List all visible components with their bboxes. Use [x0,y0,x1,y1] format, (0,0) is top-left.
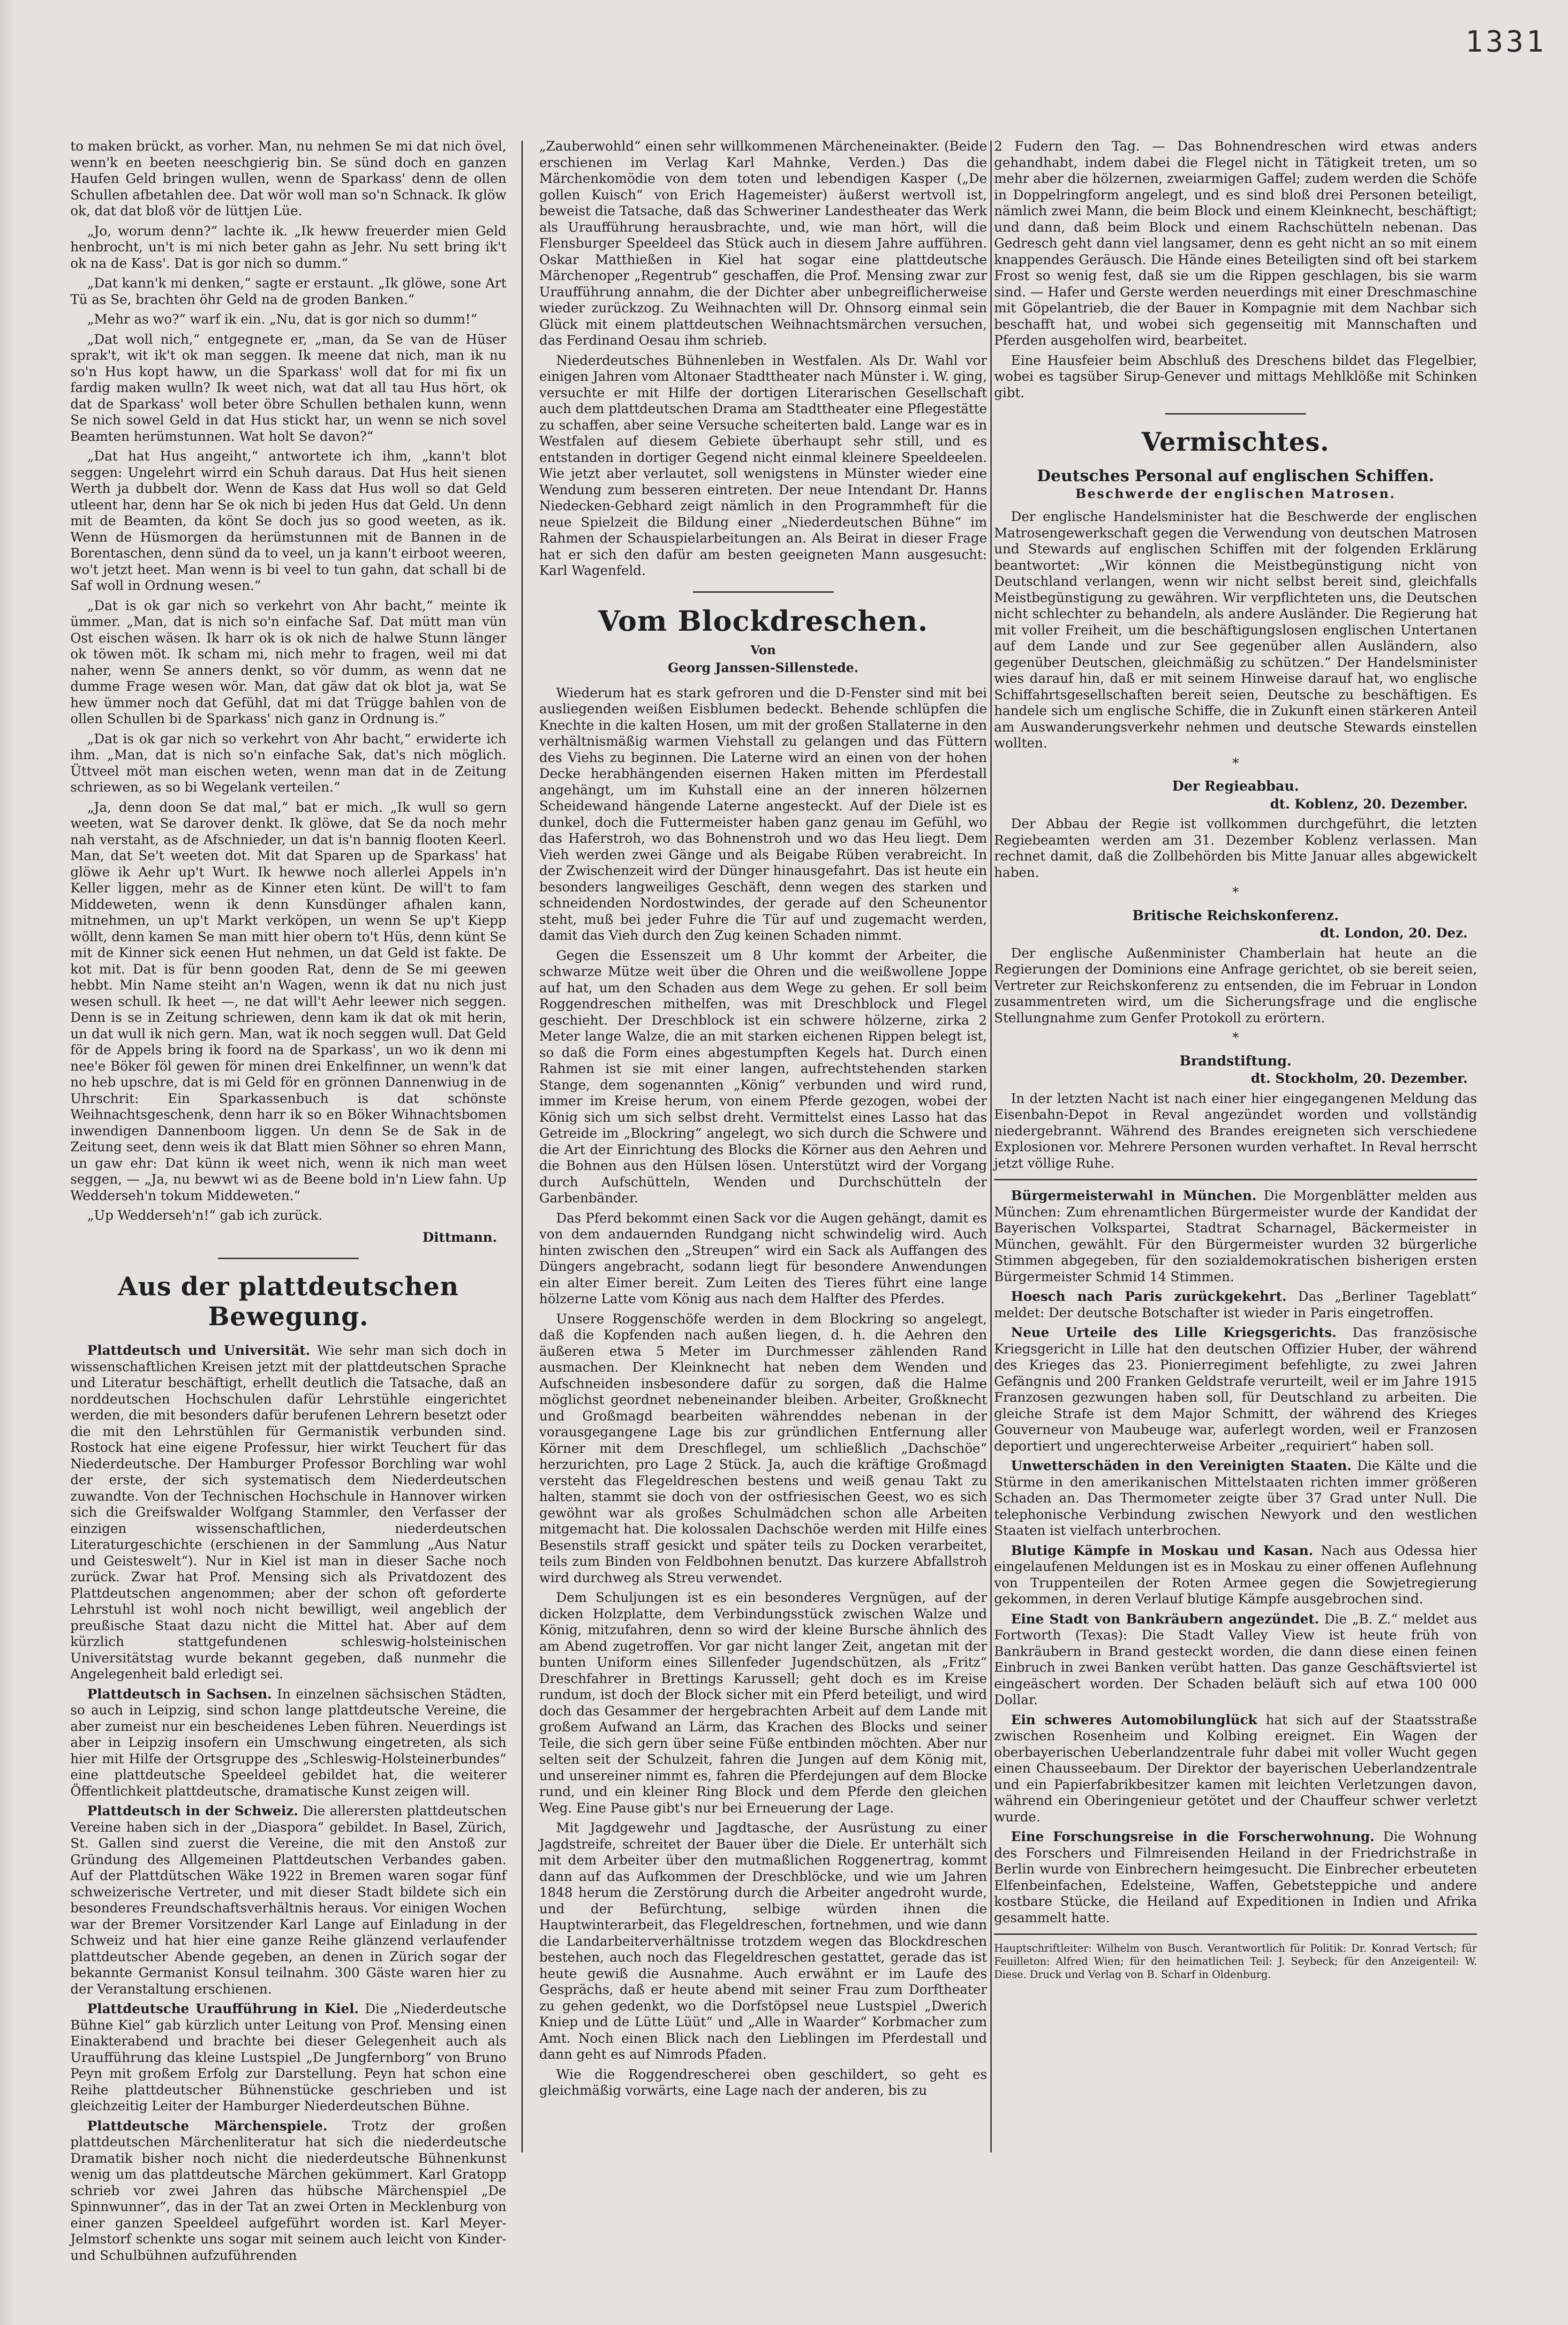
separator-star: * [1232,1030,1239,1045]
page-edge-shadow [0,0,14,2325]
news-item [994,1188,1477,1285]
column-3 [994,138,1477,2216]
paragraph: „Mehr as wo?“ warf ik ein. „Nu, dat is gor nich so dumm!“ [87,311,477,327]
paragraph: Unsere Roggenschöfe werden in dem Blockring so angelegt, daß die Kopfenden nach außen liegen, d. h. die Aehren den äußeren etwa 5 Meter im Durchmesser zählenden Rand ausmachen. Der Kleinknecht hat neben dem Wenden und Aufschneiden insbesondere dafür zu sorgen, daß die Halme möglichst geordnet nebeneinander bleiben. Arbeiter, Großknecht und Großmagd bearbeiten währenddes nebenan in der vorausgegangene Lage bis zur gründlichen Entfernung aller Körner mit dem Dreschflegel, um schließlich „Dachschöe“ herzurichten, pro Lage 2 Stück. Ja, auch die kräftige Großmagd versteht das Flegeldreschen bestens und weiß genau Takt zu halten, stammt sie doch von der ostfriesischen Geest, wo es sich gewöhnt war als großes Schulmädchen schon alle Arbeiten mitgemacht hat. Die kolossalen Dachschöe werden mit Hilfe eines Besenstils straff gesickt und später teils zu Docken verarbeitet, teils zum Binden von Feldbohnen benutzt. Das kurzere Abfallstroh wird durchweg als Streu verwendet. [539,1311,987,1585]
column-2 [539,138,987,2155]
paragraph: „Dat is ok gar nich so verkehrt von Ahr bacht,“ meinte ik ümmer. „Man, dat is nich so'n einfache Saf. Dat mütt man vün Ost eischen wäsen. Ik harr ok is ok nich de halwe Stunn länger ok töwen möt. Ik scham mi, nich mehr to fragen, weil mi dat naher, wenn Se anners denkt, so vör dumm, as wenn dat ne dumme Frage wesen wör. Man, dat gäw dat ok blot ja, wat Se hew ümmer noch dat Gefühl, dat mi dat Trügge bahlen von de ollen Schullen bi de Sparkass' nich ganz in Ordnung is.“ [70,597,506,726]
plattdeutsch-news-continued [539,138,987,579]
news-item [70,1803,506,1997]
paragraph: „Ja, denn doon Se dat mal,“ bat er mich. „Ik wull so gern weeten, wat Se darover denkt. Ik glöwe, dat Se da noch mehr nah verstaht, as de Afschnieder, un dat is'n bannig flooten Keerl. Man, dat Se't weeten dot. Mit dat Sparen up de Sparkass' hat glöwe ik Aehr up't Wurt. Ik hewwe noch allerlei Appels in'n Keller liggen, mehr as de Kinner eten künt. De will't to fam Middeweten, wenn ik denn Kunsdünger afhalen kann, mitnehmen, un up't Markt verköpen, un wenn Se up't Kiepp wöllt, denn kamen Se man mitt hier obern to't Hüs, denn künt Se mit de Kinner sick eenen Hut nehmen, un dat Geld ist fakte. De kot mit. Dat is für benn gooden Rat, denn de Se mi geewen hebbt. Min Name steiht an'n Wagen, wenn ik dat nu nich just wesen schull. Ik heet —, ne dat will't Aehr leewer nich seggen. Denn is se in Zeitung schriewen, denn kam ik dat ok mit herin, un dat wull ik nich gern. Man, wat ik noch seggen wull. Dat Geld för de Appels bring ik foord na de Sparkass', un wo ik denn mi nee'e Böker föl gewen för minen drei Enkelfinner, un wenn'k dat no heb upschre, dat is mi Geld för en grönnen Dannenwiug in de Uhrschrit: Ein Sparkassenbuch is dat schönste Weihnachtsgeschenk, denn harr ik so en Böker Wihnachtsbomen inwendigen Dannenboom liggen. Un denn Se de Sak in de Zeitung seet, denn weis ik dat Blatt mien Söhner so ehren Mann, un gaw ehr: Dat künn ik weet nich, wenn ik nich man weet seggen, — „Ja, nu bewwt wi as de Beene bold in'n Liew fahn. Up Wedderseh'n tokum Middeweten.“ [70,799,506,1203]
news-item [994,1458,1477,1539]
news-item-text: Die „B. Z.“ meldet aus Fortworth (Texas): Die Stadt Valley View ist heute früh von Bankräubern in Brand gesteckt worden, die dann diese einen feinen Einbruch in zwei Banken verübt hatten. Das ganze Geschäftsviertel ist eingeäschert worden. Der Schaden beläuft sich auf etwa 100 000 Dollar. [994,1611,1477,1707]
news-item-lead: Ein schweres Automobilunglück [1011,1712,1258,1728]
paragraph: Das Pferd bekommt einen Sack vor die Augen gehängt, damit es von dem andauernden Rundgang nicht schwindelig wird. Auch hinten zwischen den „Streupen“ wird ein Sack als Auffangen des Düngers angebracht, sodann liegt für besondere Anwendungen ein alter Eimer bereit. Zum Leiten des Tieres führt eine lange hölzerne Latte vom König aus nach dem Halfter des Pferdes. [539,1210,987,1306]
news-item-text: Das französische Kriegsgericht in Lille hat den deutschen Offizier Huber, der während des Krieges das 23. Pionierregiment befehligte, zu zwei Jahren Gefängnis und 200 Franken Geldstrafe verurteilt, weil er im Jahre 1915 Franzosen gezwungen haben soll, für Deutschland zu arbeiten. Die gleiche Strafe ist dem Major Schmitt, der während des Krieges Gouverneur von Maubeuge war, auferlegt worden, weil er Franzosen deportiert und ungerechterweise Arbeiter „requiriert“ haben soll. [994,1325,1477,1454]
news-item-lead: Neue Urteile des Lille Kriegsgerichts. [1011,1325,1337,1340]
paragraph: Mit Jagdgewehr und Jagdtasche, der Ausrüstung zu einer Jagdstreife, schreitet der Bauer über die Diele. Er unterhält sich mit dem Arbeiter über den mutmaßlichen Roggenertrag, kommt dann auf das Aufkommen der Dreschblöcke, und wie um Jahren 1848 herum die Zerstörung durch die Arbeiter angedroht wurde, und der Befürchtung, selbige würden ihnen die Hauptwinterarbeit, das Flegeldreschen, fortnehmen, und wie dann die Landarbeiterverhältnisse trotzdem wegen das Blockdreschen bestehen, auch noch das Flegeldreschen gestattet, gerade das ist heute gewiß die Ausnahme. Auch erwähnt er im Laufe des Gesprächs, daß er heute abend mit seiner Frau zum Dorftheater zu gehen gedenkt, wo die Dorfstöpsel neue Lustspiel „Dwerich Kniep und de Lütte Lüüt“ und „Alle in Waarder“ Korbmacher zum Amt. Noch einen Blick nach den Lieblingen im Pferdestall und dann geht es auf Nimrods Pfaden. [539,1820,987,2062]
news-item-lead: Hoesch nach Paris zurückgekehrt. [1011,1289,1287,1304]
section-divider [218,1258,359,1259]
news-item-lead: Unwetterschäden in den Vereinigten Staaten. [1011,1458,1352,1473]
paragraph: Niederdeutsches Bühnenleben in Westfalen. Als Dr. Wahl vor einigen Jahren vom Altonaer Stadttheater nach Münster i. W. ging, versuchte er mit Hilfe der dortigen Literarischen Gesellschaft auch dem plattdeutschen Drama am Stadttheater eine Pflegestätte zu schaffen, aber seine Versuche scheiterten bald. Lange war es in Westfalen auf diesem Gebiete überhaupt sehr still, und es entstanden in dortiger Gegend nicht einmal kleinere Speeldeelen. Wie jetzt aber verlautet, soll wenigstens in Münster wieder eine Wendung zum besseren eintreten. Der neue Intendant Dr. Hanns Niedecken-Gebhard zeigt nämlich in den Programmheft für die neue Spielzeit die Bildung einer „Niederdeutschen Bühne“ im Rahmen der Schauspielarbeitungen an. Als Beirat in dieser Frage hat er sich den dafür am besten geeigneten Mann ausgesucht: Karl Wagenfeld. [539,352,987,578]
news-item [994,1611,1477,1708]
imprint: Hauptschriftleiter: Wilhelm von Busch. Verantwortlich für Politik: Dr. Konrad Vertsch; für Feuilleton: Alfred Wien; für den heimatlichen Teil: J. Seybeck; für den Anzeigenteil: W. Diese. Druck und Verlag von B. Scharf in Oldenburg. [994,1943,1477,1981]
news-subtitle-personal: Beschwerde der englischen Matrosen. [1075,486,1396,501]
news-item-text: In einzelnen sächsischen Städten, so auch in Leipzig, sind schon lange plattdeutsche Vereine, die aber zumeist nur ein bescheidenes Leben führen. Neuerdings ist aber in Leipzig insofern ein Umschwung eingetreten, als sich hier mit Hilfe der Ortsgruppe des „Schleswig-Holsteinerbundes“ eine plattdeutsche Speeldeel gebildet hat, die weiterer Öffentlichkeit plattdeutsche, dramatische Kunst zeigen will. [70,1686,507,1799]
story-signature: Dittmann. [422,1229,497,1245]
paragraph: „Dat woll nich,“ entgegnete er, „man, da Se van de Hüser sprak't, wit ik't ok man seggen. Ik meene dat nich, man ik nu so'n Hus kopt haww, un die Sparkass' woll dat for mi fix un fardig maken wulln? Ik weet nich, wat dat all tau Hus hört, ok dat de Sparkass' woll beter öbre Schullen bethalen kunn, wenn Se nich sowel Geld in dat Hus stickt har, un wenn se nich sovel Beamten herümstunnen. Wat holt Se davon?“ [70,331,506,444]
news-item [994,1829,1477,1926]
section-divider-vermischtes [1165,413,1306,415]
news-title-regieabbau: Der Regieabbau. [1172,778,1299,794]
short-news-list [994,1188,1477,1926]
news-item-text: hat sich auf der Staatsstraße zwischen Rosenheim und Kolbing ereignet. Ein Wagen der oberbayerischen Ueberlandzentrale fuhr dabei mit voller Wucht gegen einen Chausseebaum. Der Direktor der bayerischen Ueberlandzentrale und ein Papierfabrikbesitzer kamen mit leichten Verletzungen davon, während ein Oberingenieur getötet und der Chauffeur schwer verletzt wurde. [994,1712,1477,1825]
news-item [70,2001,506,2114]
news-item-text: Die allerersten plattdeutschen Vereine haben sich in der „Diaspora“ gebildet. In Basel, Zürich, St. Gallen sind zuerst die Vereine, die mit den Anstoß zur Gründung des Allgemeinen Plattdeutschen Verbandes gaben. Auf der Plattdütschen Wäke 1922 in Bremen waren sogar fünf schweizerische Vertreter, und mit dieser Stadt bildete sich ein besonderes Freundschaftsverhältnis heraus. Vor einigen Wochen war der Bremer Vorsitzender Karl Lange auf Einladung in der Schweiz und hat hier eine ganze Reihe glänzend verlaufender plattdeutscher Abende gegeben, an denen in Zürich sogar der bekannte Germanist Konsul teilnahm. 300 Gäste waren hier zu der Veranstaltung erschienen. [70,1803,506,1997]
paragraph: „Jo, worum denn?“ lachte ik. „Ik heww freuerder mien Geld henbrocht, un't is mi nich beter gahn as Jehr. Nu sett bring ik't ok na de Kass'. Dat is gor nich so dumm.“ [70,223,506,271]
news-item [994,1289,1477,1321]
news-dateline-regieabbau: dt. Koblenz, 20. Dezember. [1270,796,1468,812]
news-item-lead: Plattdeutsch und Universität. [87,1343,310,1358]
news-dateline-reichskonferenz: dt. London, 20. Dez. [1319,925,1468,941]
column-rule-left [521,141,523,2152]
paragraph: Wiederum hat es stark gefroren und die D-Fenster sind mit bei ausliegenden weißen Eisblumen bedeckt. Behende schlüpfen die Knechte in die kalten Hosen, um mit der großen Stallaterne in den verhältnismäßig warmen Viehstall zu gelangen und das Füttern des Viehs zu beginnen. Die Laterne wird an einen von der hohen Decke herabhängenden eisernen Haken mitten im Pferdestall angehängt, um im Kuhstall eine an der inneren hölzernen Scheidewand hängende Laterne angesteckt. Auf der Diele ist es dunkel, doch die Futtermeister haben ganz genau im Gefühl, wo das Haferstroh, wo das Bohnenstroh und wo das Heu liegt. Dem Vieh werden zwei Gänge und als Beigabe Rüben verabreicht. In der Zwischenzeit wird der Dünger hinausgefahrt. Das ist heute ein besonders langweiliges Geschäft, denn wegen des starken und schneidenden Nordostwindes, der gerade auf den Scheunentor steht, muß bei jeder Fuhre die Tür auf und zugemacht werden, damit das Vieh durch den Zug keinen Schaden nimmt. [539,685,987,943]
byline-author: Georg Janssen-Sillenstede. [668,661,859,675]
separator-star: * [1232,755,1239,771]
paragraph: „Dat kann'k mi denken,“ sagte er erstaunt. „Ik glöwe, sone Art Tü as Se, brachten öhr Geld na de groden Banken.“ [70,275,506,307]
column-rule-right [990,141,992,2152]
page-number: 1331 [1465,24,1547,59]
news-text-personal: Der englische Handelsminister hat die Beschwerde der englischen Matrosengewerkschaft gegen die Verwendung von deutschen Matrosen und Stewards auf englischen Schiffen mit der folgenden Erklärung beantwortet: „Wir können die Meistbegünstigung nicht von Deutschland verlangen, wenn wir nicht selbst bereit sind, gleichfalls Meistbegünstigung zu gewähren. Wir verpflichteten uns, die Deutschen nicht schlechter zu behandeln, als andere Ausländer. Die Regierung hat mit voller Freiheit, um die beschäftigungslosen englischen Untertanen auf dem Lande und zur See gegenüber allen Ausländern, also gegenüber Deutschen, gleichmäßig zu schützen.“ Der Handelsminister wies darauf hin, daß er mit seinem Hinweise darauf hat, wo englische Schiffahrtsgesellschaften bereit seien, Deutsche zu beschäftigen. Es handele sich um englische Schiffe, die in Zukunft einen stärkeren Anteil am Auswanderungsverkehr nehmen und deutsche Stewards einstellen wollten. [994,509,1477,751]
blockdreschen-article [539,685,987,2099]
news-item-text: Wie sehr man sich doch in wissenschaftlichen Kreisen jetzt mit der plattdeutschen Sprache und Literatur beschäftigt, erhellt deutlich die Tatsache, daß an norddeutschen Hochschulen dafür Lehrstühle eingerichtet werden, die mit besonders dafür berufenen Lehrern besetzt oder die mit den Lehrstühlen für Germanistik verbunden sind. Rostock hat eine eigene Professur, hier wirkt Teuchert für das Niederdeutsche. Der Hamburger Professor Borchling war wohl der erste, der sich systematisch dem Niederdeutschen zuwandte. Von der Technischen Hochschule in Hannover wirken sich die Greifswalder Wolfgang Stammler, den Verfasser der einzigen wissenschaftlichen, niederdeutschen Literaturgeschichte (erschienen in der Sammlung „Aus Natur und Geisteswelt“). Nur in Kiel ist man in dieser Sache noch zurück. Zwar hat Prof. Mensing sich als Privatdozent des Plattdeutschen angenommen; aber der schon oft geforderte Lehrstuhl ist wohl noch nicht bewilligt, weil angeblich der preußische Staat dazu nicht die Mittel hat. Aber auf dem kürzlich stattgefundenen schleswig-holsteinischen Universitätstag wurde bekannt gegeben, daß nunmehr die Angelegenheit bald erledigt sei. [70,1343,506,1682]
article-divider [693,591,834,593]
news-dateline-brandstiftung: dt. Stockholm, 20. Dezember. [1251,1071,1468,1086]
news-item-lead: Plattdeutsch in der Schweiz. [87,1803,298,1819]
paragraph: „Up Wedderseh'n!“ gab ich zurück. [87,1208,323,1223]
paragraph: „Zauberwohld“ einen sehr willkommenen Märcheneinakter. (Beide erschienen im Verlag Karl Mahnke, Verden.) Das die Märchenkomödie von dem toten und lebendigen Kasper („De gollen Kuisch“ von Erich Hagemeister) äußerst wertvoll ist, beweist die Tatsache, daß das Schweriner Landestheater das Werk als Uraufführung herausbrachte, und, wie man hört, will die Flensburger Speeldeel das Stück auch in diesem Jahre aufführen. Oskar Matthießen in Kiel hat sogar eine plattdeutsche Märchenoper „Regentrub“ geschaffen, die Prof. Mensing zwar zur Uraufführung annahm, die der Dichter aber unbegreiflicherweise wieder zurückzog. Zu Weihnachten will Dr. Ohnsorg einmal sein Glück mit einem plattdeutschen Weihnachtsmärchen versuchen, das Ferdinand Oesau ihm schrieb. [539,138,987,348]
news-item-lead: Eine Forschungsreise in die Forscherwohnung. [1011,1829,1375,1844]
news-item-lead: Blutige Kämpfe in Moskau und Kasan. [1011,1542,1313,1558]
news-item-text: Die Wohnung des Forschers und Filmreisenden Heiland in der Friedrichstraße in Berlin wurde von Einbrechern heimgesucht. Die Einbrecher erbeuteten Elfenbeinfachen, Edelsteine, Waffen, Gebetsteppiche und andere kostbare Stücke, die Heiland auf Expeditionen in Indien und Afrika gesammelt hatte. [994,1829,1477,1925]
column-1 [70,138,507,2263]
news-title-brandstiftung: Brandstiftung. [1179,1052,1292,1069]
news-item-lead: Plattdeutsch in Sachsen. [87,1686,272,1702]
imprint-divider [994,1933,1477,1935]
news-item-text: Nach aus Odessa hier eingelaufenen Meldungen ist es in Moskau zu einer offenen Auflehnung von Truppenteilen der Roten Armee gegen die Sowjetregierung gekommen, in deren Verlauf blutige Kämpfe ausgebrochen sind. [994,1542,1477,1607]
news-text-regieabbau: Der Abbau der Regie ist vollkommen durchgeführt, die letzten Regiebeamten werden am 31. Dezember Koblenz verlassen. Man rechnet damit, daß die Zollbehörden bis Mitte Januar alles abgewickelt haben. [994,816,1477,880]
news-item-text: Das „Berliner Tageblatt“ meldet: Der deutsche Botschafter ist wieder in Paris eingetroffen. [994,1289,1477,1321]
plattdeutsch-news [70,1343,506,2264]
section-title-plattdeutsch: Aus der plattdeutschen Bewegung. [118,1271,459,1331]
news-item [994,1543,1477,1608]
news-text-reichskonferenz: Der englische Außenminister Chamberlain hat heute an die Regierungen der Dominions eine Anfrage gerichtet, ob sie bereit seien, Vertreter zur Reichskonferenz zu entsenden, die im Februar in London zusammentreten wird, um die Sicherungsfrage und die englische Stellungnahme zum Genfer Protokoll zu erörtern. [994,945,1477,1026]
news-title-reichskonferenz: Britische Reichskonferenz. [1132,907,1339,923]
blockdreschen-continued [994,138,1477,401]
paragraph: „Dat is ok gar nich so verkehrt von Ahr bacht,“ erwiderte ich ihm. „Man, dat is nich so'n einfache Sak, dat's nich möglich. Üttveel möt man eischen weten, wenn man dat in de Zeitung schriewen, as so bi Wegelank verteilen.“ [70,731,506,795]
story-continuation [70,138,506,1224]
paragraph: Eine Hausfeier beim Abschluß des Dreschens bildet das Flegelbier, wobei es tagsüber Sirup-Genever und mittags Mehlklöße mit Schinken gibt. [994,352,1477,400]
paragraph: 2 Fudern den Tag. — Das Bohnendreschen wird etwas anders gehandhabt, indem dabei die Flegel nicht in Tätigkeit treten, um so mehr aber die hölzernen, zweiarmigen Gaffel; zudem werden die Schöfe in Doppelringform angelegt, und es sind bloß drei Personen beteiligt, nämlich zwei Mann, die beim Block und einem Kleinknecht, beschäftigt; und dann, daß beim Block und einem Rachschütteln nebenan. Das Gedresch geht dann viel langsamer, denn es geht nicht an so mit einem knappendes Geräusch. Die Hände eines Beteiligten sind oft bei starkem Frost so wenig fest, daß sie um die Rippen geschlagen, bis sie warm sind. — Hafer und Gerste werden neuerdings mit einer Dreschmaschine mit Göpelantrieb, die der Bauer in Kompagnie mit dem Nachbar sich beschafft hat, und wobei sich gegenseitig mit Mannschaften und Pferden ausgeholfen wird, bearbeitet. [994,138,1477,348]
news-item-text: Die Morgenblätter melden aus München: Zum ehrenamtlichen Bürgermeister wurde der Kandidat der Bayerischen Volkspartei, Stadtrat Scharnagel, Bäckermeister in München, gewählt. Für den Bürgermeister wurden 32 bürgerliche Stimmen abgegeben, für den sozialdemokratischen bisherigen ersten Bürgermeister Schmid 14 Stimmen. [994,1188,1478,1284]
news-item-text: Trotz der großen plattdeutschen Märchenliteratur hat sich die niederdeutsche Dramatik bisher noch nicht die niederdeutsche Bühnenkunst wenig um das plattdeutsche Märchen gekümmert. Karl Gratopp schrieb vor zwei Jahren das hübsche Märchenspiel „De Spinnwunner“, das in der Tat an zwei Orten in Mecklenburg von einer ganzen Speeldeel aufgeführt worden ist. Karl Meyer-Jelmstorf schenkte uns sogar mit seinem auch leicht von Kinder- und Schulbühnen aufzuführenden [70,2118,506,2263]
news-item [70,1686,506,1800]
news-item-lead: Bürgermeisterwahl in München. [1011,1188,1257,1203]
paragraph: to maken brückt, as vorher. Man, nu nehmen Se mi dat nich övel, wenn'k en beeten neeschgierig bin. Se sünd doch en ganzen Haufen Geld bringen wullen, wenn de Sparkass' denn de ollen Schullen afbetahlen dee. Dat wör woll man so'n Schnack. Ik glöw ok, dat dat bloß vör de lüttjen Lüe. [70,138,506,219]
separator-star: * [1232,884,1239,900]
paragraph: Dem Schuljungen ist es ein besonderes Vergnügen, auf der dicken Holzplatte, dem Verbindungsstück zwischen Walze und König, mitzufahren, denn so wird der kleine Bursche ähnlich des am Abend zugetroffen. Vor gar nicht langer Zeit, angetan mit der bunten Uniform eines Sillenfeder Jugendschützen, als „Fritz“ Dreschfahrer in Brettings Karussell; geht doch es im Kreise rundum, ist doch der Block sicher mit ein Pferd beteiligt, und wird doch das Gesammer der hergebrachten Arbeit auf dem Lande mit großem Aufwand an Lärm, das Krachen des Blocks und seiner Teile, die sich gern über seine Füße entbinden möchten. Aber nur selten seit der Schulzeit, fahren die Jungen auf dem König mit, und unsereiner nimmt es, fahren die Pferdejungen auf dem Blocke rund, und ein kleiner Ring Block und dem Pferde den gleichen Weg. Eine Pause gibt's nur bei Erneuerung der Lage. [539,1590,987,1816]
section-title-vermischtes: Vermischtes. [1141,427,1330,457]
paragraph: Wie die Roggendrescherei oben geschildert, so geht es gleichmäßig vorwärts, eine Lage nach der anderen, bis zu [539,2066,987,2098]
news-item [70,1343,506,1683]
news-item [994,1325,1477,1454]
news-item-lead: Plattdeutsche Uraufführung in Kiel. [87,2001,359,2016]
short-news-divider [994,1179,1477,1180]
paragraph: Gegen die Essenszeit um 8 Uhr kommt der Arbeiter, die schwarze Mütze weit über die Ohren und die weißwollene Joppe auf hat, um den Schaden aus dem Wege zu gehen. Er soll beim Roggendreschen mithelfen, was mit Dreschblock und Flegel geschieht. Der Dreschblock ist ein schwere hölzerne, zirka 2 Meter lange Walze, die an mit starken eichenen Rippen belegt ist, so daß die Form eines abgestumpften Kegels hat. Durch einen Rahmen ist sie mit einer langen, aufrechtstehenden starken Stange, dem sogenannten „König“ verbunden und wird rund, immer im Kreise herum, von einem Pferde gezogen, wobei der König sich um sich selbst dreht. Vermittelst eines Lasso hat das Getreide im „Blockring“ angelegt, wo sich durch die Schwere und die Art der Einrichtung des Blocks die Körner aus den Aehren und die Bohnen aus den Hülsen lösen. Unterstützt wird der Vorgang durch Aufschütteln, Wenden und Durchschütteln der Garbenbänder. [539,947,987,1206]
paragraph: „Dat hat Hus angeiht,“ antwortete ich ihm, „kann't blot seggen: Ungelehrt wirrd ein Schuh daraus. Dat Hus heit sienen Werth ja dubbelt dor. Wenn de Kass dat Hus woll so dat Geld utleent har, denn har Se ok nich bi jeden Hus dat Geld. Un denn mit de Beamten, da könt Se doch jus so good weeten, as ik. Wenn de Hüsmorgen da herümstunnen mit de Bannen in de Borentaschen, denn sünd da to veel, un ja kann't eirboot weeren, wo't jetzt heet. Man wenn is bi veel to tun gahn, dat schall bi de Saf woll in Ordnung wesen.“ [70,448,506,593]
byline-von: Von [750,643,776,657]
news-item [70,2118,506,2264]
article-title-blockdreschen: Vom Blockdreschen. [598,604,928,638]
news-item-text: Die Kälte und die Stürme in den amerikanischen Mittelstaaten richten immer größeren Schaden an. Das Thermometer zeigte über 37 Grad unter Null. Die telephonische Verbindung zwischen Newyork und den westlichen Staaten ist vielfach unterbrochen. [994,1458,1477,1538]
news-title-personal: Deutsches Personal auf englischen Schiffen. [1037,467,1434,485]
news-text-brandstiftung: In der letzten Nacht ist nach einer hier eingegangenen Meldung das Eisenbahn-Depot in Reval angezündet worden und vollständig niedergebrannt. Während des Brandes ereigneten sich verschiedene Explosionen vor. Mehrere Personen wurden verhaftet. In Reval herrscht jetzt völlige Ruhe. [994,1090,1477,1171]
news-item-lead: Plattdeutsche Märchenspiele. [87,2118,328,2134]
news-item-text: Die „Niederdeutsche Bühne Kiel“ gab kürzlich unter Leitung von Prof. Mensing einen Einakterabend und brachte bei dieser Gelegenheit auch als Uraufführung das kleine Lustspiel „De Jungfernborg“ von Bruno Peyn mit großem Erfolg zur Darstellung. Peyn hat schon eine Reihe plattdeutscher Bühnenstücke geschrieben und ist gleichzeitig Leiter der Hamburger Niederdeutschen Bühne. [70,2001,506,2114]
news-item-lead: Eine Stadt von Bankräubern angezündet. [1011,1611,1319,1627]
news-item [994,1712,1477,1826]
